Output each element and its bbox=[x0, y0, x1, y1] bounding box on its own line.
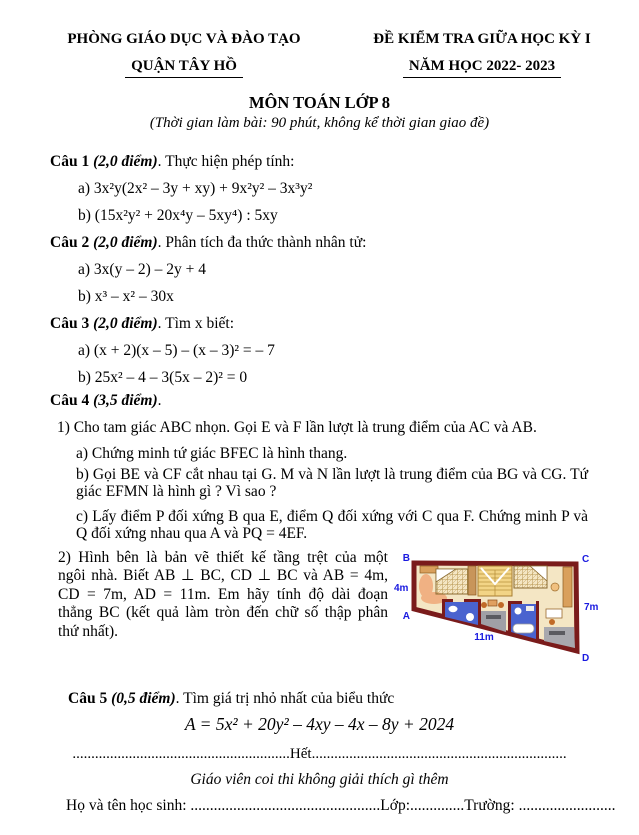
desk-chair bbox=[549, 619, 555, 625]
subject-title: MÔN TOÁN LỚP 8 bbox=[248, 93, 391, 112]
part2-line5: thứ nhất). bbox=[58, 622, 119, 640]
department-line2: QUẬN TÂY HỒ bbox=[125, 56, 243, 78]
question-5-points: (0,5 điểm) bbox=[111, 689, 176, 707]
question-2-item-b: b) x³ – x² – 30x bbox=[78, 288, 174, 305]
question-1-label: Câu 1 bbox=[50, 153, 90, 170]
header-exam bbox=[343, 26, 621, 80]
question-1-points: (2,0 điểm) bbox=[93, 153, 158, 170]
question-3-points: (2,0 điểm) bbox=[93, 315, 158, 332]
question-4-part1-b bbox=[76, 466, 588, 501]
chair-1 bbox=[481, 602, 487, 608]
question-4-part1-a: a) Chứng minh tứ giác BFEC là hình thang. bbox=[76, 445, 348, 462]
chair-2 bbox=[498, 602, 504, 608]
part1-b-line2: giác EFMN là hình gì ? Vì sao ? bbox=[76, 483, 277, 500]
bathtub bbox=[513, 624, 534, 633]
corner-label-c: C bbox=[582, 553, 590, 565]
inner-wall-7 bbox=[536, 601, 539, 641]
part2-line3: CD = 7m, AD = 11m. Em hãy tính độ dài đoạn bbox=[58, 585, 388, 603]
inner-wall-6 bbox=[508, 601, 522, 604]
question-5-label: Câu 5 bbox=[68, 689, 108, 707]
round-table-right bbox=[551, 583, 559, 591]
question-4-part1-c bbox=[76, 508, 588, 543]
department-line1: PHÒNG GIÁO DỤC VÀ ĐÀO TẠO bbox=[67, 31, 301, 47]
question-4-part2-row bbox=[58, 549, 639, 676]
part1-b-line1: b) Gọi BE và CF cắt nhau tại G. M và N lần lượt là trung điểm của BG và CG. Tứ bbox=[76, 465, 588, 483]
dimension-ab: 4m bbox=[394, 582, 409, 594]
part1-c-line2: Q đối xứng nhau qua A và PQ = 4EF. bbox=[76, 525, 308, 542]
header-department bbox=[34, 26, 334, 80]
entry-middle-label bbox=[486, 615, 501, 619]
question-2-points: (2,0 điểm) bbox=[93, 234, 158, 251]
toilet-right bbox=[515, 607, 522, 614]
question-4-part1: 1) Cho tam giác ABC nhọn. Gọi E và F lần lượt là trung điểm của AC và AB. bbox=[57, 419, 537, 436]
question-2-heading bbox=[50, 233, 639, 252]
question-1-intro: . Thực hiện phép tính: bbox=[157, 153, 295, 170]
question-4-heading bbox=[50, 391, 639, 410]
exam-title-line1: ĐỀ KIỂM TRA GIỮA HỌC KỲ I bbox=[373, 31, 591, 47]
wardrobe-top-left bbox=[420, 566, 438, 573]
inner-wall-4 bbox=[478, 599, 481, 625]
question-3-item-a: a) (x + 2)(x – 5) – (x – 3)² = – 7 bbox=[78, 342, 275, 359]
question-2-item-a: a) 3x(y – 2) – 2y + 4 bbox=[78, 261, 206, 278]
question-1-item-a: a) 3x²y(2x² – 3y + xy) + 9x²y² – 3x³y² bbox=[78, 180, 313, 197]
question-4-points: (3,5 điểm) bbox=[93, 392, 158, 409]
toilet-left bbox=[466, 613, 474, 621]
dimension-cd: 7m bbox=[584, 601, 599, 613]
sink-left bbox=[449, 605, 458, 611]
question-2-label: Câu 2 bbox=[50, 234, 90, 251]
question-3-label: Câu 3 bbox=[50, 315, 90, 332]
part2-line4: thẳng BC (kết quả làm tròn đến chữ số thập phân bbox=[58, 604, 388, 621]
question-1-item-b: b) (15x²y² + 20x⁴y – 5xy⁴) : 5xy bbox=[78, 207, 278, 224]
question-5-intro: . Tìm giá trị nhỏ nhất của biểu thức bbox=[175, 689, 395, 707]
exam-title-line2: NĂM HỌC 2022- 2023 bbox=[403, 56, 561, 78]
dimension-ad: 11m bbox=[474, 631, 494, 643]
page-header bbox=[0, 0, 639, 80]
part2-line1: 2) Hình bên là bản vẽ thiết kế tầng trệt của một bbox=[58, 548, 388, 566]
student-info-line: Họ và tên học sinh: .................................................Lớp:..............Trường: ......................... bbox=[66, 796, 616, 814]
inner-wall-5 bbox=[508, 601, 511, 634]
question-1-heading bbox=[50, 152, 639, 171]
part1-c-line1: c) Lấy điểm P đối xứng B qua E, điểm Q đối xứng với C qua F. Chứng minh P và bbox=[76, 507, 588, 525]
closet-right bbox=[563, 567, 572, 607]
question-4-label: Câu 4 bbox=[50, 392, 90, 409]
entry-right-label bbox=[549, 631, 565, 635]
question-3-item-b: b) 25x² – 4 – 3(5x – 2)² = 0 bbox=[78, 369, 248, 386]
floor-plan-figure bbox=[392, 539, 637, 676]
corner-label-d: D bbox=[582, 652, 590, 664]
table-middle bbox=[488, 600, 497, 606]
part2-line2: ngôi nhà. Biết AB ⊥ BC, CD ⊥ BC và AB = 4m, bbox=[58, 567, 388, 584]
end-divider: ..........................................................Hết.................................................................... bbox=[72, 745, 567, 762]
floor-plan-svg bbox=[392, 539, 637, 671]
inner-wall-3 bbox=[442, 599, 445, 617]
duration-note: (Thời gian làm bài: 90 phút, không kể thời gian giao đề) bbox=[149, 115, 490, 131]
question-3-intro: . Tìm x biết: bbox=[157, 315, 235, 332]
question-4-part2-text bbox=[58, 549, 388, 642]
question-2-intro: . Phân tích đa thức thành nhân tử: bbox=[157, 234, 367, 251]
proctor-note: Giáo viên coi thi không giải thích gì thêm bbox=[190, 770, 449, 788]
corner-label-a: A bbox=[402, 610, 410, 622]
corner-label-b: B bbox=[402, 552, 410, 564]
question-5-formula: A = 5x² + 20y² – 4xy – 4x – 8y + 2024 bbox=[184, 713, 455, 734]
desk-right bbox=[546, 609, 562, 618]
question-5-heading bbox=[68, 689, 639, 708]
question-3-heading bbox=[50, 314, 639, 333]
sink-right bbox=[526, 606, 534, 611]
wardrobe-mid bbox=[468, 566, 476, 595]
question-4-intro: . bbox=[157, 392, 162, 409]
